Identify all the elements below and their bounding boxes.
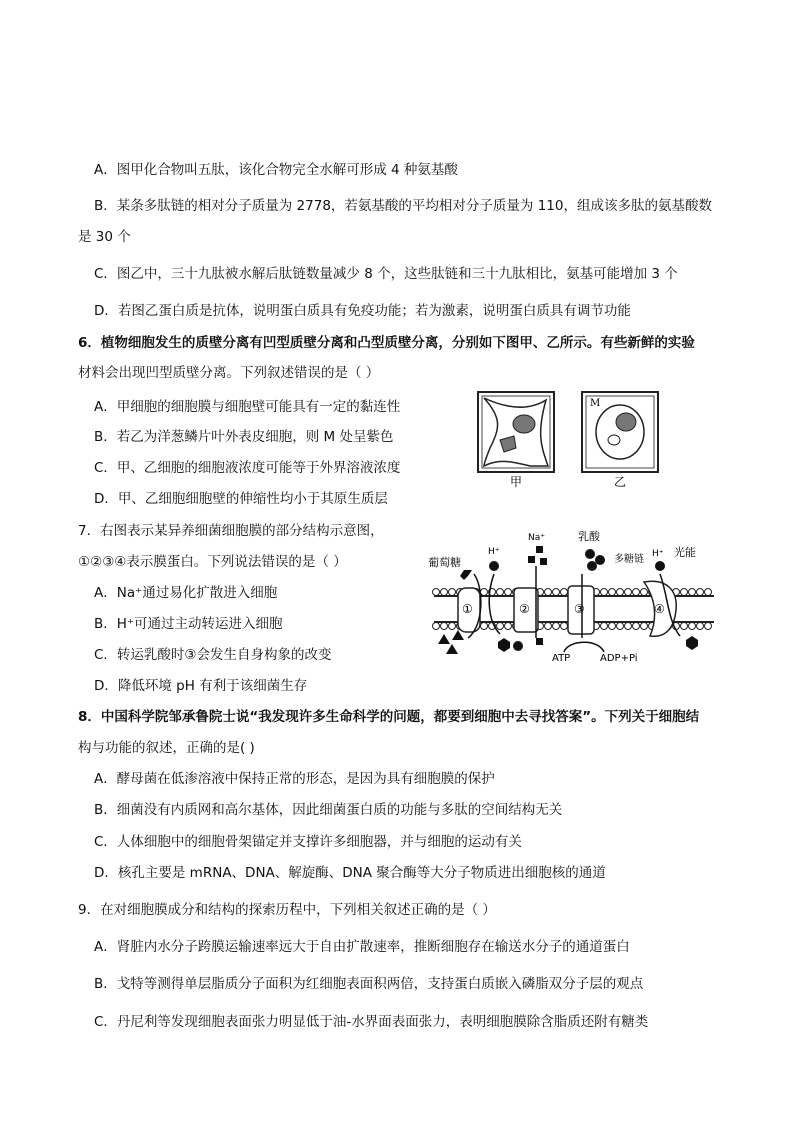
label-polysaccharide: 多糖链 <box>614 554 644 565</box>
lipid-head <box>497 623 504 630</box>
label-na-plus: Na⁺ <box>528 533 545 543</box>
q6-option-a: A．甲细胞的细胞膜与细胞壁可能具有一定的黏连性 <box>94 399 401 415</box>
lipid-head <box>433 623 440 630</box>
label-glucose: 葡萄糖 <box>428 556 461 569</box>
lipid-head <box>497 589 504 596</box>
q6-option-b: B．若乙为洋葱鳞片叶外表皮细胞，则 M 处呈紫色 <box>94 429 394 445</box>
q8-option-c: C．人体细胞中的细胞骨架锚定并支撑许多细胞器，并与细胞的运动有关 <box>94 834 522 850</box>
q8-option-d: D．核孔主要是 mRNA、DNA、解旋酶、DNA 聚合酶等大分子物质进出细胞核的通道 <box>94 865 606 881</box>
lipid-head <box>633 623 640 630</box>
lipid-head <box>689 589 696 596</box>
cell-jia <box>478 392 554 472</box>
q5-option-b-line2: 是 30 个 <box>78 229 131 245</box>
q5-option-c: C．图乙中，三十九肽被水解后肽链数量减少 8 个，这些肽链和三十九肽相比，氨基可能增加 3 个 <box>94 266 678 282</box>
lipid-head <box>481 589 488 596</box>
lipid-head <box>625 589 632 596</box>
lipid-head <box>433 589 440 596</box>
lactic-molecule <box>587 561 597 571</box>
q9-option-a: A．肾脏内水分子跨膜运输速率远大于自由扩散速率，推断细胞存在输送水分子的通道蛋白 <box>94 939 630 955</box>
q7-stem-line2: ①②③④表示膜蛋白。下列说法错误的是（ ） <box>78 554 347 570</box>
lipid-head <box>617 623 624 630</box>
na-ion <box>528 556 535 563</box>
label-adp: ADP+Pi <box>600 653 638 664</box>
na-ion <box>540 558 547 565</box>
na-ion <box>536 546 543 553</box>
hex-molecule <box>498 638 510 652</box>
lipid-head <box>441 623 448 630</box>
q9-option-b: B．戈特等测得单层脂质分子面积为红细胞表面积两倍，支持蛋白质嵌入磷脂双分子层的观点 <box>94 976 644 992</box>
lipid-head <box>705 589 712 596</box>
lipid-head <box>449 589 456 596</box>
membrane-figure <box>428 526 720 666</box>
q7-option-a: A．Na⁺通过易化扩散进入细胞 <box>94 585 278 601</box>
q7-stem-line1: 7．右图表示某异养细菌细胞膜的部分结构示意图， <box>78 523 384 539</box>
fig-label-jia: 甲 <box>510 475 523 488</box>
lipid-head <box>609 589 616 596</box>
fig-label-m: M <box>590 398 601 409</box>
q7-option-d: D．降低环境 pH 有利于该细菌生存 <box>94 678 308 694</box>
lipid-head <box>553 589 560 596</box>
hex-molecule <box>686 636 698 650</box>
lipid-head <box>601 623 608 630</box>
protein-3-label: ③ <box>574 602 585 616</box>
q6-option-d: D．甲、乙细胞细胞壁的伸缩性均小于其原生质层 <box>94 491 388 507</box>
lipid-head <box>689 623 696 630</box>
lipid-head <box>625 623 632 630</box>
q6-stem-line1: 6．植物细胞发生的质壁分离有凹型质壁分离和凸型质壁分离，分别如下图甲、乙所示。有些新鲜的实验 <box>78 335 695 351</box>
protein-4-label: ④ <box>654 602 665 616</box>
lipid-head <box>617 589 624 596</box>
q8-option-a: A．酵母菌在低渗溶液中保持正常的形态，是因为具有细胞膜的保护 <box>94 771 495 787</box>
q5-option-d: D．若图乙蛋白质是抗体，说明蛋白质具有免疫功能；若为激素，说明蛋白质具有调节功能 <box>94 303 631 319</box>
protein-2-label: ② <box>519 602 530 616</box>
lactic-molecule <box>585 549 595 559</box>
lipid-head <box>633 589 640 596</box>
q8-stem-line2: 构与功能的叙述，正确的是( ) <box>78 740 255 756</box>
lipid-head <box>601 589 608 596</box>
h-plus-ion <box>489 561 499 571</box>
label-light: 光能 <box>674 546 696 559</box>
lipid-head <box>681 589 688 596</box>
lipid-head <box>697 589 704 596</box>
lipid-head <box>505 589 512 596</box>
lipid-head <box>449 623 456 630</box>
lipid-head <box>697 623 704 630</box>
lipid-head <box>505 623 512 630</box>
lipid-head <box>641 589 648 596</box>
lipid-head <box>553 623 560 630</box>
triangle-molecule <box>446 644 458 654</box>
plasmolysis-figure <box>470 388 670 488</box>
lipid-head <box>545 623 552 630</box>
q8-option-b: B．细菌没有内质网和高尔基体，因此细菌蛋白质的功能与多肽的空间结构无关 <box>94 802 563 818</box>
lipid-head <box>705 623 712 630</box>
q7-option-c: C．转运乳酸时③会发生自身构象的改变 <box>94 647 332 663</box>
lipid-head <box>561 589 568 596</box>
q6-stem-line2: 材料会出现凹型质壁分离。下列叙述错误的是（ ） <box>78 365 380 381</box>
q5-option-b-line1: B．某条多肽链的相对分子质量为 2778，若氨基酸的平均相对分子质量为 110，组成该多肽的氨基酸数 <box>94 198 712 214</box>
triangle-molecule <box>438 634 450 644</box>
cell-yi <box>582 392 658 472</box>
lipid-head <box>545 589 552 596</box>
lipid-head <box>481 623 488 630</box>
q9-stem: 9．在对细胞膜成分和结构的探索历程中，下列相关叙述正确的是（ ） <box>78 902 496 918</box>
lipid-head <box>561 623 568 630</box>
fig-label-yi: 乙 <box>614 475 627 488</box>
label-h-plus-2: H⁺ <box>652 549 664 559</box>
protein-1-label: ① <box>462 602 473 616</box>
q5-option-a: A．图甲化合物叫五肽，该化合物完全水解可形成 4 种氨基酸 <box>94 162 458 178</box>
label-atp: ATP <box>552 653 571 664</box>
lipid-head <box>609 623 616 630</box>
q9-option-c: C．丹尼利等发现细胞表面张力明显低于油-水界面表面张力，表明细胞膜除含脂质还附有糖类 <box>94 1014 649 1030</box>
lactic-molecule <box>595 555 605 565</box>
q7-option-b: B．H⁺可通过主动转运进入细胞 <box>94 616 283 632</box>
q6-option-c: C．甲、乙细胞的细胞液浓度可能等于外界溶液浓度 <box>94 460 401 476</box>
q8-stem-line1: 8．中国科学院邹承鲁院士说“我发现许多生命科学的问题，都要到细胞中去寻找答案”。下列关于细胞结 <box>78 709 700 725</box>
label-lactic: 乳酸 <box>578 530 600 543</box>
h-plus-ion <box>655 561 665 571</box>
lipid-head <box>641 623 648 630</box>
lipid-head <box>681 623 688 630</box>
lipid-head <box>441 589 448 596</box>
inside-ion <box>513 641 523 651</box>
inside-ion <box>536 638 543 645</box>
glucose-molecule <box>460 570 472 580</box>
label-h-plus-1: H⁺ <box>488 547 500 557</box>
